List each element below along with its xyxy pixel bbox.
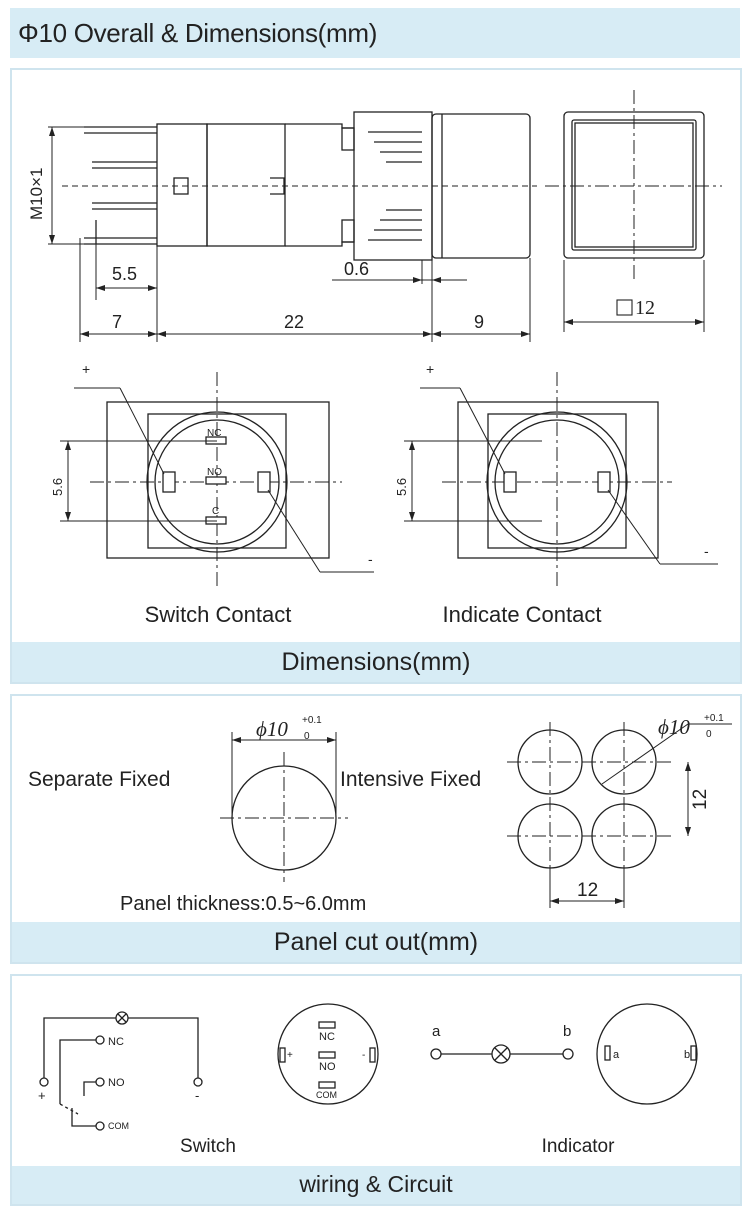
wiring-footer-label: wiring & Circuit (299, 1171, 453, 1197)
hole-tolerance-lower: 0 (304, 731, 310, 742)
wiring-plus-label: + (38, 1088, 46, 1103)
layout-com-label: COM (316, 1090, 337, 1100)
intensive-fixed-cutout (507, 722, 732, 908)
c-terminal-label: C (212, 506, 220, 517)
indicate-minus-label: - (704, 543, 709, 559)
page-title: Φ10 Overall & Dimensions(mm) (18, 18, 378, 48)
separate-fixed-label: Separate Fixed (28, 768, 171, 791)
indicator-circuit-diagram (431, 1045, 573, 1063)
indicate-contact-drawing (404, 372, 718, 586)
front-view-drawing (545, 90, 722, 332)
panel-cutout-footer-label: Panel cut out(mm) (273, 928, 479, 956)
layout-nc-label: NC (319, 1031, 335, 1043)
dim-9-label: 9 (474, 312, 485, 332)
separate-fixed-cutout (220, 732, 348, 882)
horizontal-pitch-label: 12 (577, 880, 599, 901)
wiring-no-label: NO (108, 1077, 125, 1089)
switch-pitch-label: 5.6 (50, 477, 65, 496)
dim-0-6-label: 0.6 (344, 259, 370, 279)
indicate-contact-caption: Indicate Contact (442, 602, 602, 627)
wiring-com-label: COM (108, 1121, 129, 1131)
dimensions-footer (12, 642, 740, 682)
side-view-drawing (48, 112, 537, 342)
switch-minus-label: - (368, 551, 373, 567)
wiring-footer (12, 1166, 740, 1204)
dim-5-5-label: 5.5 (112, 264, 138, 284)
intensive-hole-tolerance-upper: +0.1 (704, 713, 724, 724)
dim-7-label: 7 (112, 312, 123, 332)
indicator-terminal-b-label: b (684, 1049, 691, 1061)
switch-contact-caption: Switch Contact (144, 602, 292, 627)
hole-tolerance-upper: +0.1 (302, 715, 322, 726)
intensive-fixed-label: Intensive Fixed (340, 768, 482, 791)
panel-thickness-label: Panel thickness:0.5~6.0mm (120, 893, 367, 915)
panel-cutout-footer (12, 922, 740, 962)
indicator-a-label: a (432, 1023, 441, 1040)
dim-22-label: 22 (284, 312, 305, 332)
dimensions-panel (10, 68, 742, 684)
wiring-minus-label: - (195, 1088, 200, 1103)
page-title-bar (10, 8, 740, 58)
switch-plus-label: + (82, 361, 91, 377)
indicate-pitch-label: 5.6 (394, 477, 409, 496)
switch-contact-drawing (60, 372, 374, 586)
layout-plus-label: + (287, 1050, 293, 1061)
square-size-label: 12 (635, 297, 655, 319)
wiring-panel (10, 974, 742, 1206)
layout-no-label: NO (319, 1061, 336, 1073)
intensive-hole-tolerance-lower: 0 (706, 729, 712, 740)
switch-circuit-diagram (40, 1012, 202, 1130)
nc-terminal-label: NC (207, 428, 222, 439)
vertical-pitch-label: 12 (690, 788, 711, 810)
switch-caption: Switch (180, 1136, 236, 1157)
thread-label: M10×1 (27, 167, 46, 220)
indicator-terminal-a-label: a (613, 1049, 620, 1061)
no-terminal-label: NO (207, 467, 222, 478)
wiring-nc-label: NC (108, 1036, 124, 1048)
indicate-plus-label: + (426, 361, 435, 377)
indicator-b-label: b (563, 1023, 572, 1040)
layout-minus-label: - (362, 1050, 366, 1061)
hole-diameter-label: ϕ10 (256, 717, 288, 741)
indicator-terminal-layout (597, 1004, 697, 1104)
dimensions-footer-label: Dimensions(mm) (281, 648, 471, 676)
intensive-hole-diameter-label: ϕ10 (658, 715, 690, 739)
indicator-caption: Indicator (541, 1136, 615, 1157)
panel-cutout-panel (10, 694, 742, 964)
